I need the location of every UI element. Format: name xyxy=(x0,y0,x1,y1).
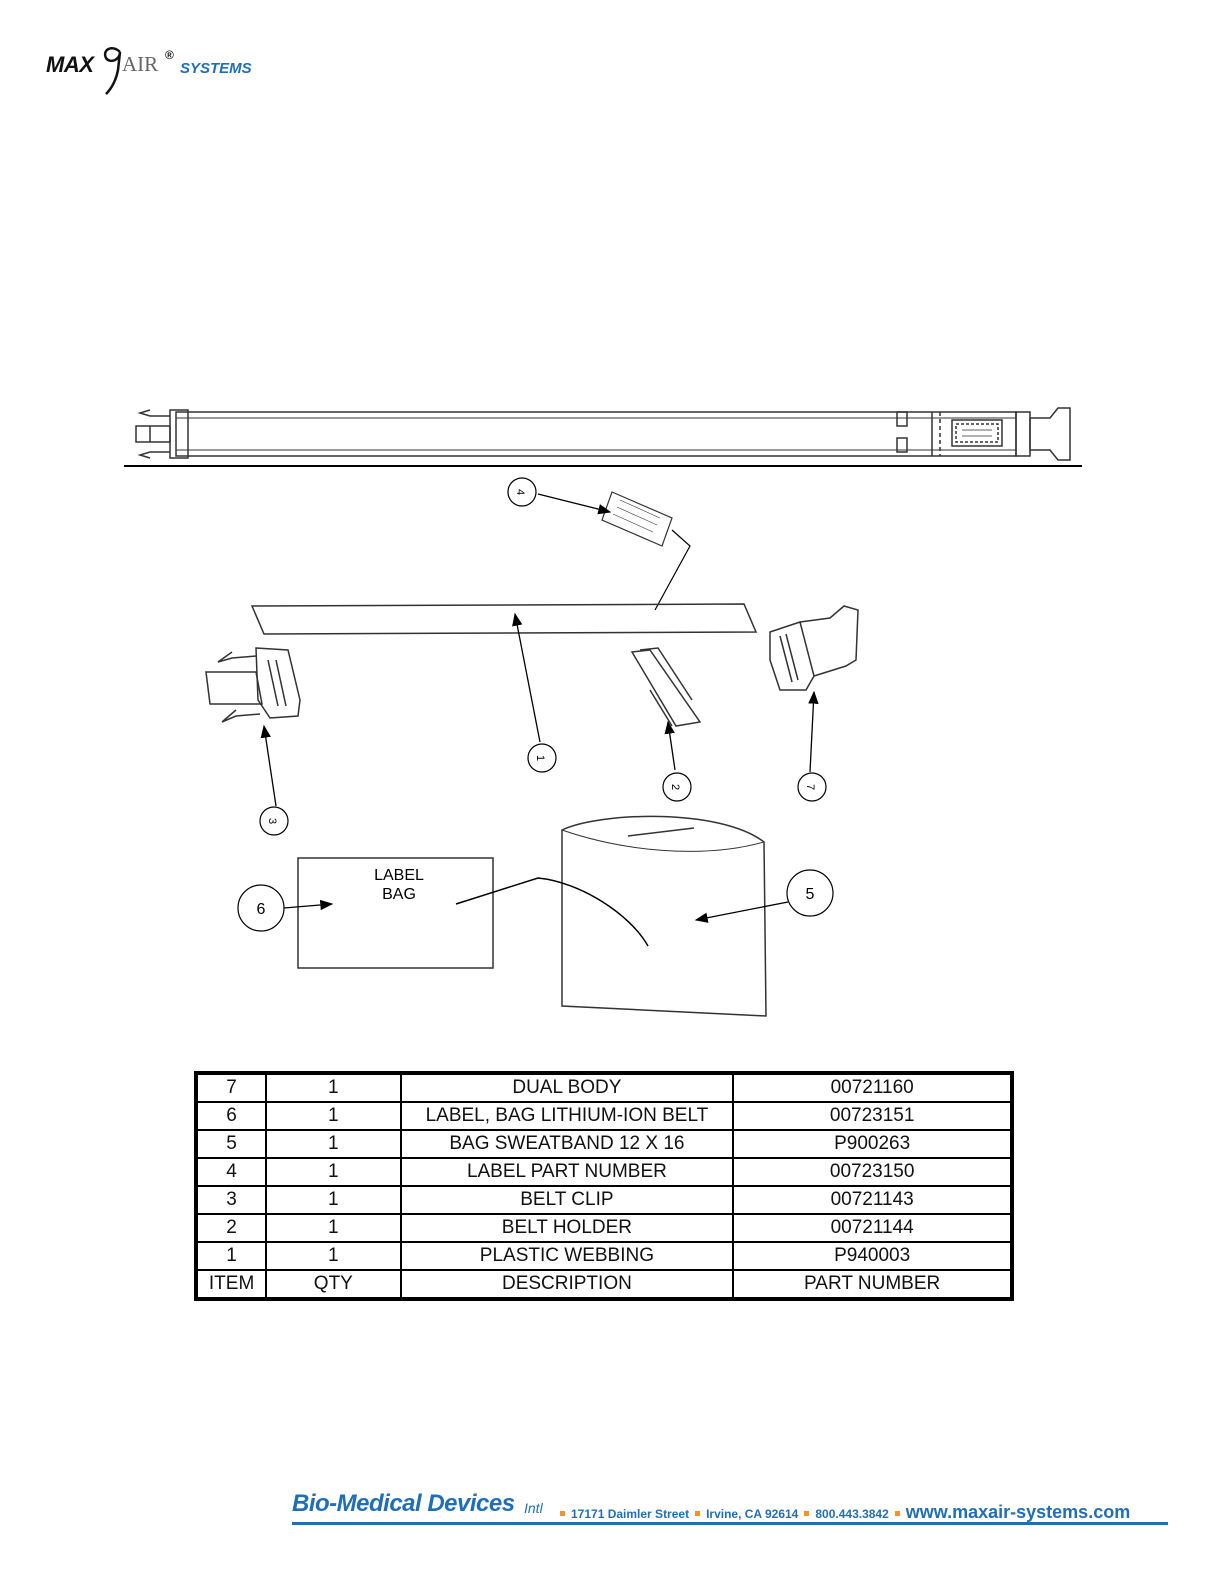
bullet-square-icon xyxy=(804,1511,809,1516)
callout-number-3: 3 xyxy=(266,817,278,825)
label-bag-line1: LABEL xyxy=(374,867,424,884)
footer-website-link[interactable]: www.maxair-systems.com xyxy=(905,1502,1131,1522)
description-cell: DUAL BODY xyxy=(401,1073,734,1102)
logo-max-text: MAX xyxy=(46,52,94,77)
bill-of-materials-table xyxy=(194,1071,1014,1301)
part-number-cell: 00723150 xyxy=(733,1158,1012,1186)
item-cell: 2 xyxy=(196,1214,266,1242)
qty-cell: 1 xyxy=(266,1186,400,1214)
qty-cell: 1 xyxy=(266,1158,400,1186)
header-item: ITEM xyxy=(196,1270,266,1299)
callout-number-4: 4 xyxy=(514,488,526,496)
plastic-webbing-drawing xyxy=(252,604,756,634)
table-row xyxy=(196,1214,1012,1242)
logo-systems-text: SYSTEMS xyxy=(180,60,252,77)
footer-phone: 800.443.3842 xyxy=(815,1507,889,1521)
description-cell: PLASTIC WEBBING xyxy=(401,1242,734,1270)
header-part-number: PART NUMBER xyxy=(733,1270,1012,1299)
footer-city: Irvine, CA 92614 xyxy=(706,1507,799,1521)
qty-cell: 1 xyxy=(266,1242,400,1270)
leader-arrows xyxy=(264,494,814,920)
table-row xyxy=(196,1242,1012,1270)
table-row xyxy=(196,1102,1012,1130)
dual-body-drawing xyxy=(770,606,858,690)
page-footer xyxy=(292,1488,1168,1528)
description-cell: LABEL PART NUMBER xyxy=(401,1158,734,1186)
belt-holder-drawing xyxy=(632,648,700,726)
bullet-square-icon xyxy=(560,1511,565,1516)
callout-number-5: 5 xyxy=(805,886,815,903)
table-header-row xyxy=(196,1270,1012,1299)
callout-number-7: 7 xyxy=(804,783,816,791)
qty-cell: 1 xyxy=(266,1130,400,1158)
description-cell: LABEL, BAG LITHIUM-ION BELT xyxy=(401,1102,734,1130)
label-bag-leader xyxy=(456,878,648,946)
belt-clip-drawing xyxy=(206,648,300,722)
part-number-cell: 00721144 xyxy=(733,1214,1012,1242)
logo-registered-mark: ® xyxy=(165,48,174,62)
label-part-number-drawing xyxy=(602,492,690,610)
bullet-square-icon xyxy=(695,1511,700,1516)
label-bag-line2: BAG xyxy=(382,886,416,903)
table-row xyxy=(196,1073,1012,1102)
qty-cell: 1 xyxy=(266,1073,400,1102)
bullet-square-icon xyxy=(895,1511,900,1516)
item-cell: 3 xyxy=(196,1186,266,1214)
table-row xyxy=(196,1130,1012,1158)
item-cell: 5 xyxy=(196,1130,266,1158)
description-cell: BELT CLIP xyxy=(401,1186,734,1214)
footer-intl: Intl xyxy=(524,1500,543,1516)
item-cell: 1 xyxy=(196,1242,266,1270)
header-description: DESCRIPTION xyxy=(401,1270,734,1299)
part-number-cell: 00723151 xyxy=(733,1102,1012,1130)
sweatband-bag-drawing xyxy=(562,816,766,1016)
callout-number-1: 1 xyxy=(534,754,546,762)
callout-number-6: 6 xyxy=(256,901,266,918)
table-row xyxy=(196,1158,1012,1186)
part-number-cell: 00721143 xyxy=(733,1186,1012,1214)
footer-rule xyxy=(292,1522,1168,1525)
item-cell: 7 xyxy=(196,1073,266,1102)
qty-cell: 1 xyxy=(266,1214,400,1242)
footer-contact-info xyxy=(554,1502,1130,1523)
footer-company-name: Bio-Medical Devices xyxy=(292,1490,515,1517)
item-cell: 6 xyxy=(196,1102,266,1130)
item-cell: 4 xyxy=(196,1158,266,1186)
qty-cell: 1 xyxy=(266,1102,400,1130)
description-cell: BAG SWEATBAND 12 X 16 xyxy=(401,1130,734,1158)
part-number-cell: 00721160 xyxy=(733,1073,1012,1102)
assembled-belt-view xyxy=(124,408,1082,466)
description-cell: BELT HOLDER xyxy=(401,1214,734,1242)
part-number-cell: P940003 xyxy=(733,1242,1012,1270)
part-number-cell: P900263 xyxy=(733,1130,1012,1158)
footer-address: 17171 Daimler Street xyxy=(571,1507,690,1521)
logo-air-text: AIR xyxy=(122,52,159,76)
header-qty: QTY xyxy=(266,1270,400,1299)
callout-number-2: 2 xyxy=(669,783,681,791)
table-row xyxy=(196,1186,1012,1214)
